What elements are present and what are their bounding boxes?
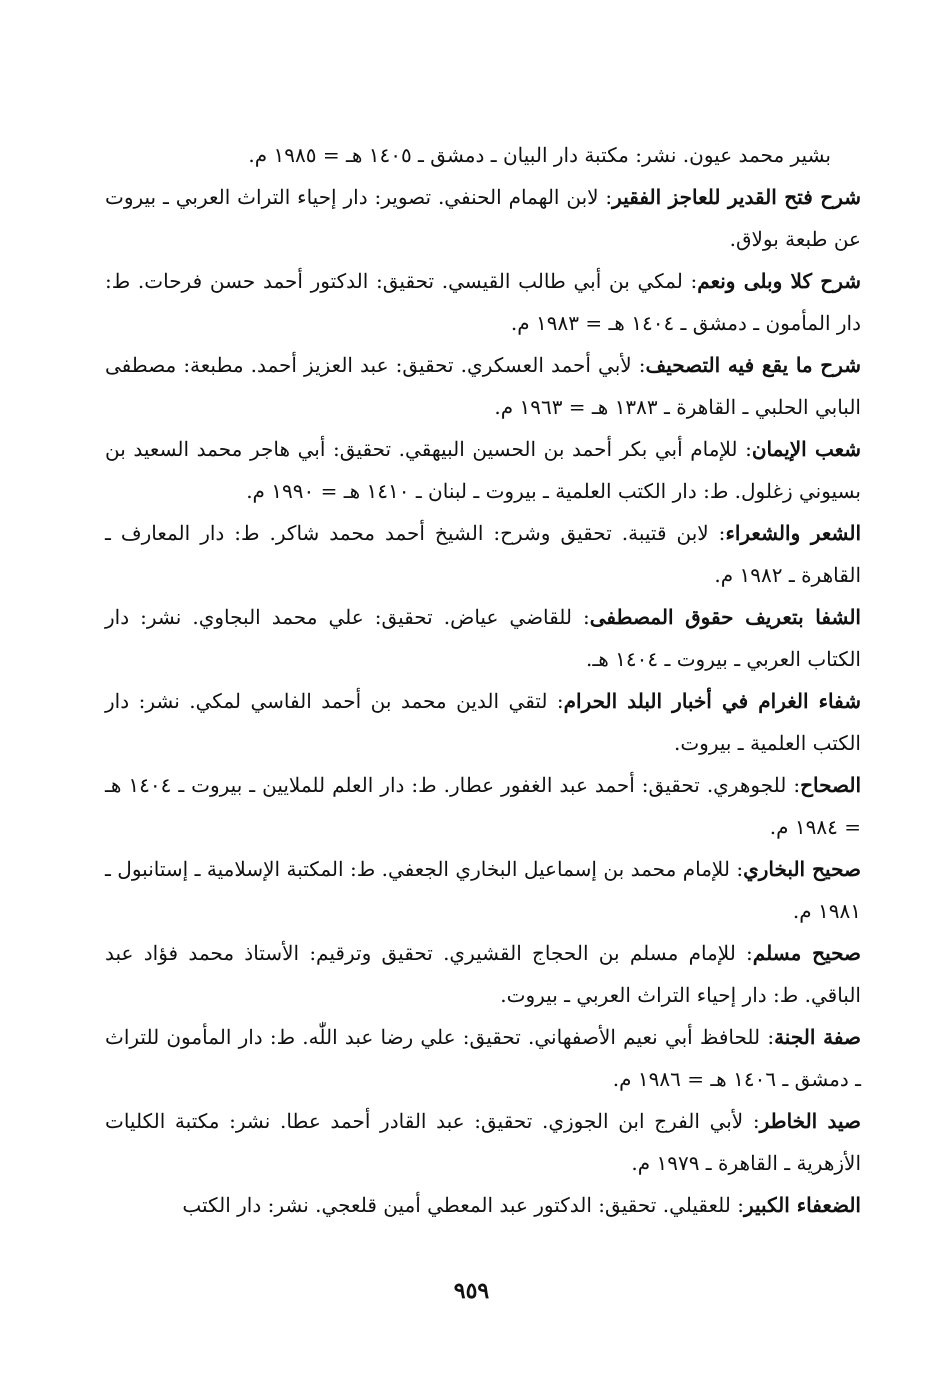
bibliography-entry — [105, 428, 861, 512]
entry-text: : لابن قتيبة. تحقيق وشرح: الشيخ أحمد محمد شاكر. ط: دار المعارف ـ القاهرة ـ ١٩٨٢ م. — [105, 521, 861, 587]
entry-title: شعب الإيمان — [751, 437, 861, 461]
entry-title: شفاء الغرام في أخبار البلد الحرام — [563, 689, 861, 713]
bibliography-entry — [105, 848, 861, 932]
entry-text: : لأبي الفرج ابن الجوزي. تحقيق: عبد القادر أحمد عطا. نشر: مكتبة الكليات الأزهرية ـ القاهرة ـ ١٩٧٩ م. — [105, 1109, 861, 1175]
bibliography-entry — [105, 680, 861, 764]
page-number: ٩٥٩ — [453, 1278, 490, 1304]
bibliography-entry — [105, 344, 861, 428]
bibliography-entry — [105, 1184, 861, 1226]
bibliography-entry — [105, 764, 861, 848]
bibliography-entry — [105, 1100, 861, 1184]
entry-title: شرح ما يقع فيه التصحيف — [645, 353, 861, 377]
bibliography-entry — [105, 512, 861, 596]
entry-title: الشعر والشعراء — [725, 521, 862, 545]
bibliography-entry-continuation — [105, 134, 861, 176]
entry-title: صفة الجنة — [774, 1025, 862, 1049]
bibliography-entry — [105, 932, 861, 1016]
entry-text: : لابن الهمام الحنفي. تصوير: دار إحياء التراث العربي ـ بيروت عن طبعة بولاق. — [105, 185, 861, 251]
entry-title: الصحاح — [800, 773, 862, 797]
entry-title: شرح فتح القدير للعاجز الفقير — [612, 185, 861, 209]
entry-text: : للإمام مسلم بن الحجاج القشيري. تحقيق وترقيم: الأستاذ محمد فؤاد عبد الباقي. ط: دار إحياء التراث العربي ـ بيروت. — [105, 941, 861, 1007]
bibliography-entry — [105, 596, 861, 680]
entry-title: الضعفاء الكبير — [743, 1193, 861, 1217]
bibliography-entry — [105, 1016, 861, 1100]
entry-text: بشير محمد عيون. نشر: مكتبة دار البيان ـ دمشق ـ ١٤٠٥ هـ = ١٩٨٥ م. — [248, 143, 831, 167]
entry-title: صيد الخاطر — [759, 1109, 861, 1133]
bibliography-list — [105, 134, 861, 1226]
entry-title: شرح كلا وبلى ونعم — [697, 269, 861, 293]
entry-title: الشفا بتعريف حقوق المصطفى — [589, 605, 861, 629]
entry-text: : لأبي أحمد العسكري. تحقيق: عبد العزيز أحمد. مطبعة: مصطفى البابي الحلبي ـ القاهرة ـ ١٣٨٣ هـ = ١٩٦٣ م. — [105, 353, 861, 419]
entry-text: : لتقي الدين محمد بن أحمد الفاسي لمكي. نشر: دار الكتب العلمية ـ بيروت. — [105, 689, 861, 755]
entry-text: : للإمام أبي بكر أحمد بن الحسين البيهقي. تحقيق: أبي هاجر محمد السعيد بن بسيوني زغلول. ط: دار الكتب العلمية ـ بيروت ـ لبنان ـ ١٤١٠ هـ = ١٩٩٠ م. — [105, 437, 861, 503]
entry-text: : للجوهري. تحقيق: أحمد عبد الغفور عطار. ط: دار العلم للملايين ـ بيروت ـ ١٤٠٤ هـ = ١٩٨٤ م. — [105, 773, 861, 839]
entry-title: صحيح مسلم — [752, 941, 861, 965]
bibliography-entry — [105, 176, 861, 260]
bibliography-entry — [105, 260, 861, 344]
entry-text: : لمكي بن أبي طالب القيسي. تحقيق: الدكتور أحمد حسن فرحات. ط: دار المأمون ـ دمشق ـ ١٤٠٤ هـ = ١٩٨٣ م. — [105, 269, 861, 335]
entry-title: صحيح البخاري — [743, 857, 861, 881]
entry-text: : للقاضي عياض. تحقيق: علي محمد البجاوي. نشر: دار الكتاب العربي ـ بيروت ـ ١٤٠٤ هـ. — [105, 605, 861, 671]
entry-text: : للعقيلي. تحقيق: الدكتور عبد المعطي أمين قلعجي. نشر: دار الكتب — [182, 1193, 744, 1217]
entry-text: : للإمام محمد بن إسماعيل البخاري الجعفي. ط: المكتبة الإسلامية ـ إستانبول ـ ١٩٨١ م. — [105, 857, 861, 923]
entry-text: : للحافظ أبي نعيم الأصفهاني. تحقيق: علي رضا عبد اللّٰه. ط: دار المأمون للتراث ـ دمشق ـ ١٤٠٦ هـ = ١٩٨٦ م. — [105, 1025, 861, 1091]
